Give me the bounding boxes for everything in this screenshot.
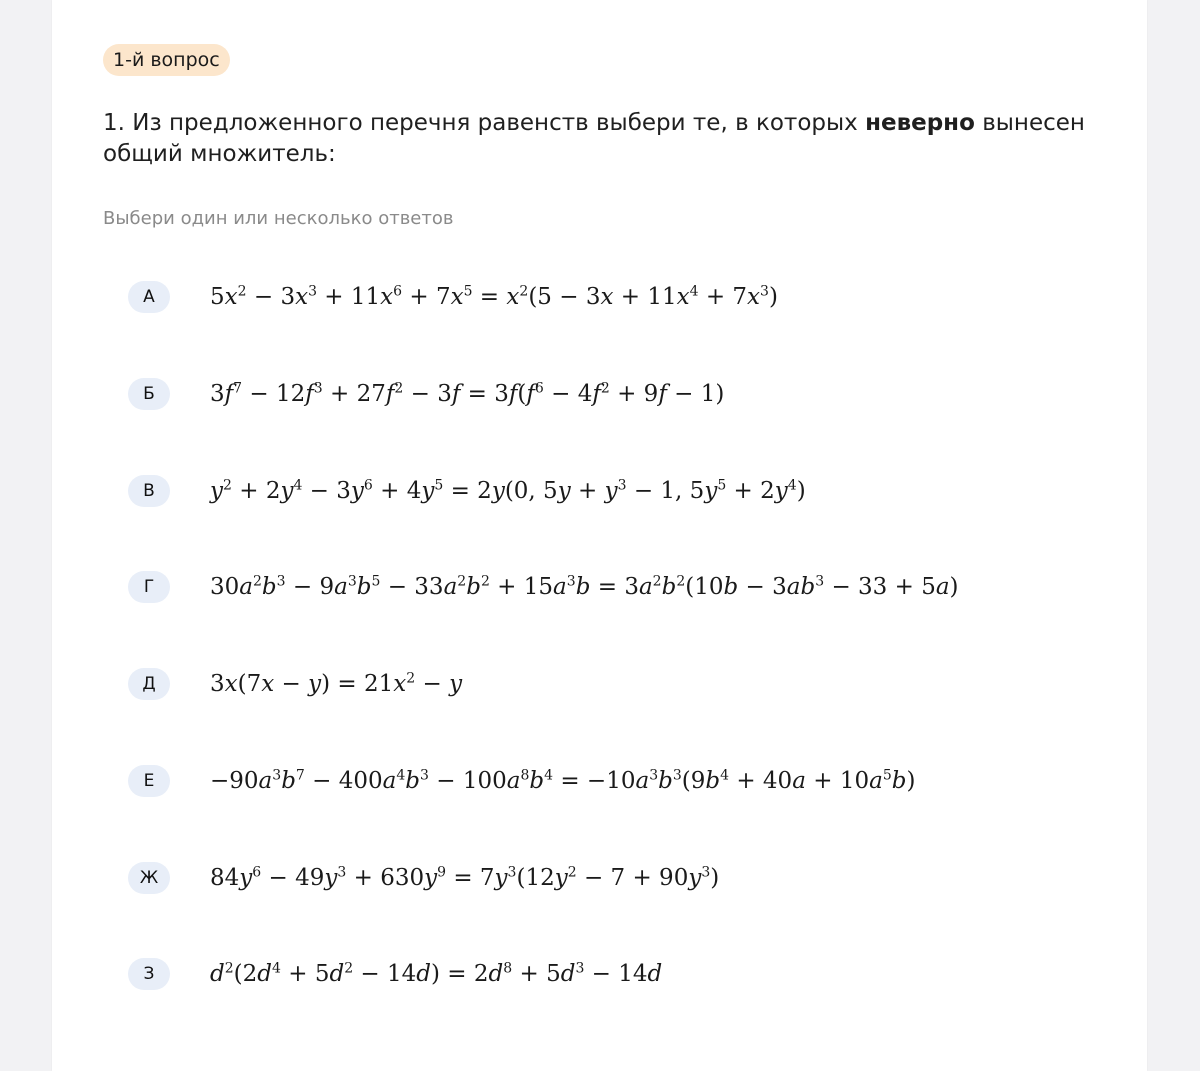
answer-hint: Выбери один или несколько ответов bbox=[103, 208, 454, 229]
option-letter: Ж bbox=[128, 862, 170, 894]
answer-option-z[interactable] bbox=[128, 958, 1128, 990]
option-letter: Б bbox=[128, 378, 170, 410]
option-letter: А bbox=[128, 281, 170, 313]
option-letter: Е bbox=[128, 765, 170, 797]
answer-option-e[interactable] bbox=[128, 765, 1128, 797]
question-text-after: вынесен общий множитель: bbox=[103, 110, 1085, 167]
option-formula: $-90a^3b^7 - 400a^4b^3 - 100a^8b^4 = -10a^3b^3(9b^4 + 40a + 10a^5b)$ bbox=[210, 767, 916, 794]
option-letter: З bbox=[128, 958, 170, 990]
option-letter: В bbox=[128, 475, 170, 507]
question-number-badge: 1-й вопрос bbox=[103, 44, 230, 76]
option-letter: Г bbox=[128, 571, 170, 603]
answer-option-d[interactable] bbox=[128, 668, 1128, 700]
answer-option-zh[interactable] bbox=[128, 862, 1128, 894]
option-formula: $3x(7x - y) = 21x^2 - y$ bbox=[210, 670, 463, 697]
answer-option-a[interactable] bbox=[128, 281, 1128, 313]
answer-option-b[interactable] bbox=[128, 378, 1128, 410]
option-formula: $y^2 + 2y^4 - 3y^6 + 4y^5 = 2y(0$, $5y + y^3 - 1$, $5y^5 + 2y^4$) bbox=[210, 477, 806, 504]
option-formula: $5x^2 - 3x^3 + 11x^6 + 7x^5 = x^2(5 - 3x + 11x^4 + 7x^3)$ bbox=[210, 283, 778, 310]
option-formula: $3f^7 - 12f^3 + 27f^2 - 3f = 3f(f^6 - 4f^2 + 9f - 1)$ bbox=[210, 380, 725, 407]
question-text bbox=[103, 108, 1113, 170]
option-formula: $30a^2b^3 - 9a^3b^5 - 33a^2b^2 + 15a^3b = 3a^2b^2(10b - 3ab^3 - 33 + 5a)$ bbox=[210, 573, 959, 600]
answer-option-g[interactable] bbox=[128, 571, 1128, 603]
option-formula: $d^2(2d^4 + 5d^2 - 14d) = 2d^8 + 5d^3 - 14d$ bbox=[210, 960, 663, 987]
option-letter: Д bbox=[128, 668, 170, 700]
question-text-emphasis: неверно bbox=[865, 110, 975, 136]
option-formula: $84y^6 - 49y^3 + 630y^9 = 7y^3(12y^2 - 7 + 90y^3)$ bbox=[210, 864, 720, 891]
question-text-before: 1. Из предложенного перечня равенств выбери те, в которых bbox=[103, 110, 866, 136]
answer-option-v[interactable] bbox=[128, 475, 1128, 507]
